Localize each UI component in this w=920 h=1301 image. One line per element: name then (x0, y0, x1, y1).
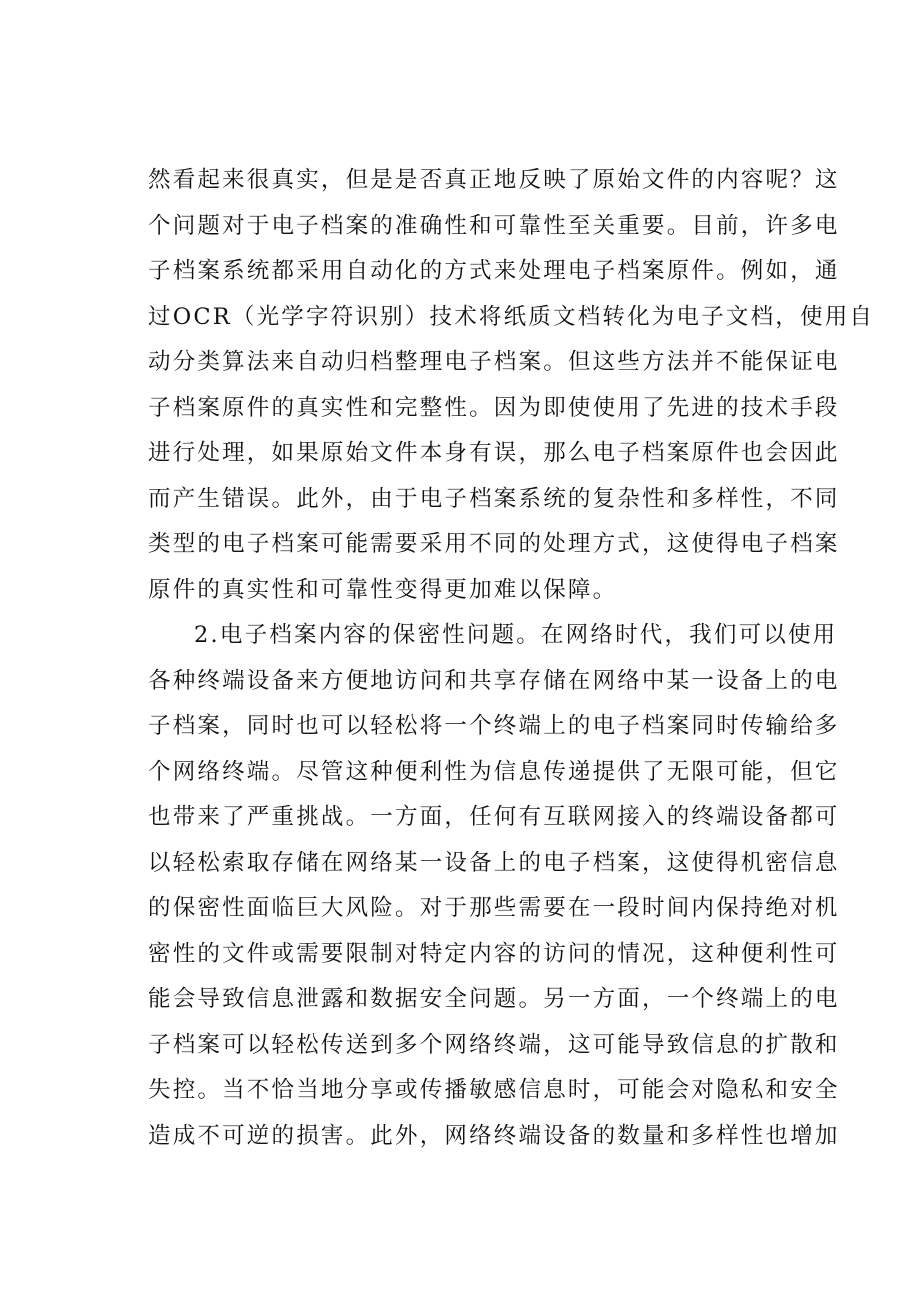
text-line: 子档案，同时也可以轻松将一个终端上的电子档案同时传输给多 (148, 713, 840, 739)
text-line: 能会导致信息泄露和数据安全问题。另一方面，一个终端上的电 (148, 986, 840, 1012)
text-line: 个网络终端。尽管这种便利性为信息传递提供了无限可能，但它 (148, 758, 840, 785)
text-line: 也带来了严重挑战。一方面，任何有互联网接入的终端设备都可 (148, 804, 840, 830)
text-line: 原件的真实性和可靠性变得更加难以保障。 (148, 576, 618, 603)
text-line: 密性的文件或需要限制对特定内容的访问的情况，这种便利性可 (148, 940, 840, 967)
text-line-first: 2.电子档案内容的保密性问题。在网络时代，我们可以使用 (194, 622, 838, 648)
text-line: 各种终端设备来方便地访问和共享存储在网络中某一设备上的电 (148, 667, 840, 694)
text-line: 子档案原件的真实性和完整性。因为即使使用了先进的技术手段 (148, 394, 840, 421)
text-line: 子档案系统都采用自动化的方式来处理电子档案原件。例如，通 (148, 258, 840, 284)
paragraph-1 (148, 158, 875, 613)
text-line: 以轻松索取存储在网络某一设备上的电子档案，这使得机密信息 (148, 849, 840, 876)
text-line: 过OCR（光学字符识别）技术将纸质文档转化为电子文档，使用自 (148, 303, 875, 330)
text-line: 子档案可以轻松传送到多个网络终端，这可能导致信息的扩散和 (148, 1031, 840, 1058)
text-line: 造成不可逆的损害。此外，网络终端设备的数量和多样性也增加 (148, 1122, 840, 1149)
text-line: 而产生错误。此外，由于电子档案系统的复杂性和多样性，不同 (148, 485, 840, 512)
body-text (148, 158, 875, 1159)
text-line: 动分类算法来自动归档整理电子档案。但这些方法并不能保证电 (148, 349, 840, 375)
text-line: 失控。当不恰当地分享或传播敏感信息时，可能会对隐私和安全 (148, 1077, 840, 1103)
text-line: 进行处理，如果原始文件本身有误，那么电子档案原件也会因此 (148, 440, 840, 466)
paragraph-2 (148, 613, 840, 1159)
text-line: 个问题对于电子档案的准确性和可靠性至关重要。目前，许多电 (148, 212, 840, 239)
text-line: 类型的电子档案可能需要采用不同的处理方式，这使得电子档案 (148, 531, 840, 557)
text-line: 的保密性面临巨大风险。对于那些需要在一段时间内保持绝对机 (148, 895, 840, 921)
text-line: 然看起来很真实，但是是否真正地反映了原始文件的内容呢？这 (148, 167, 840, 193)
